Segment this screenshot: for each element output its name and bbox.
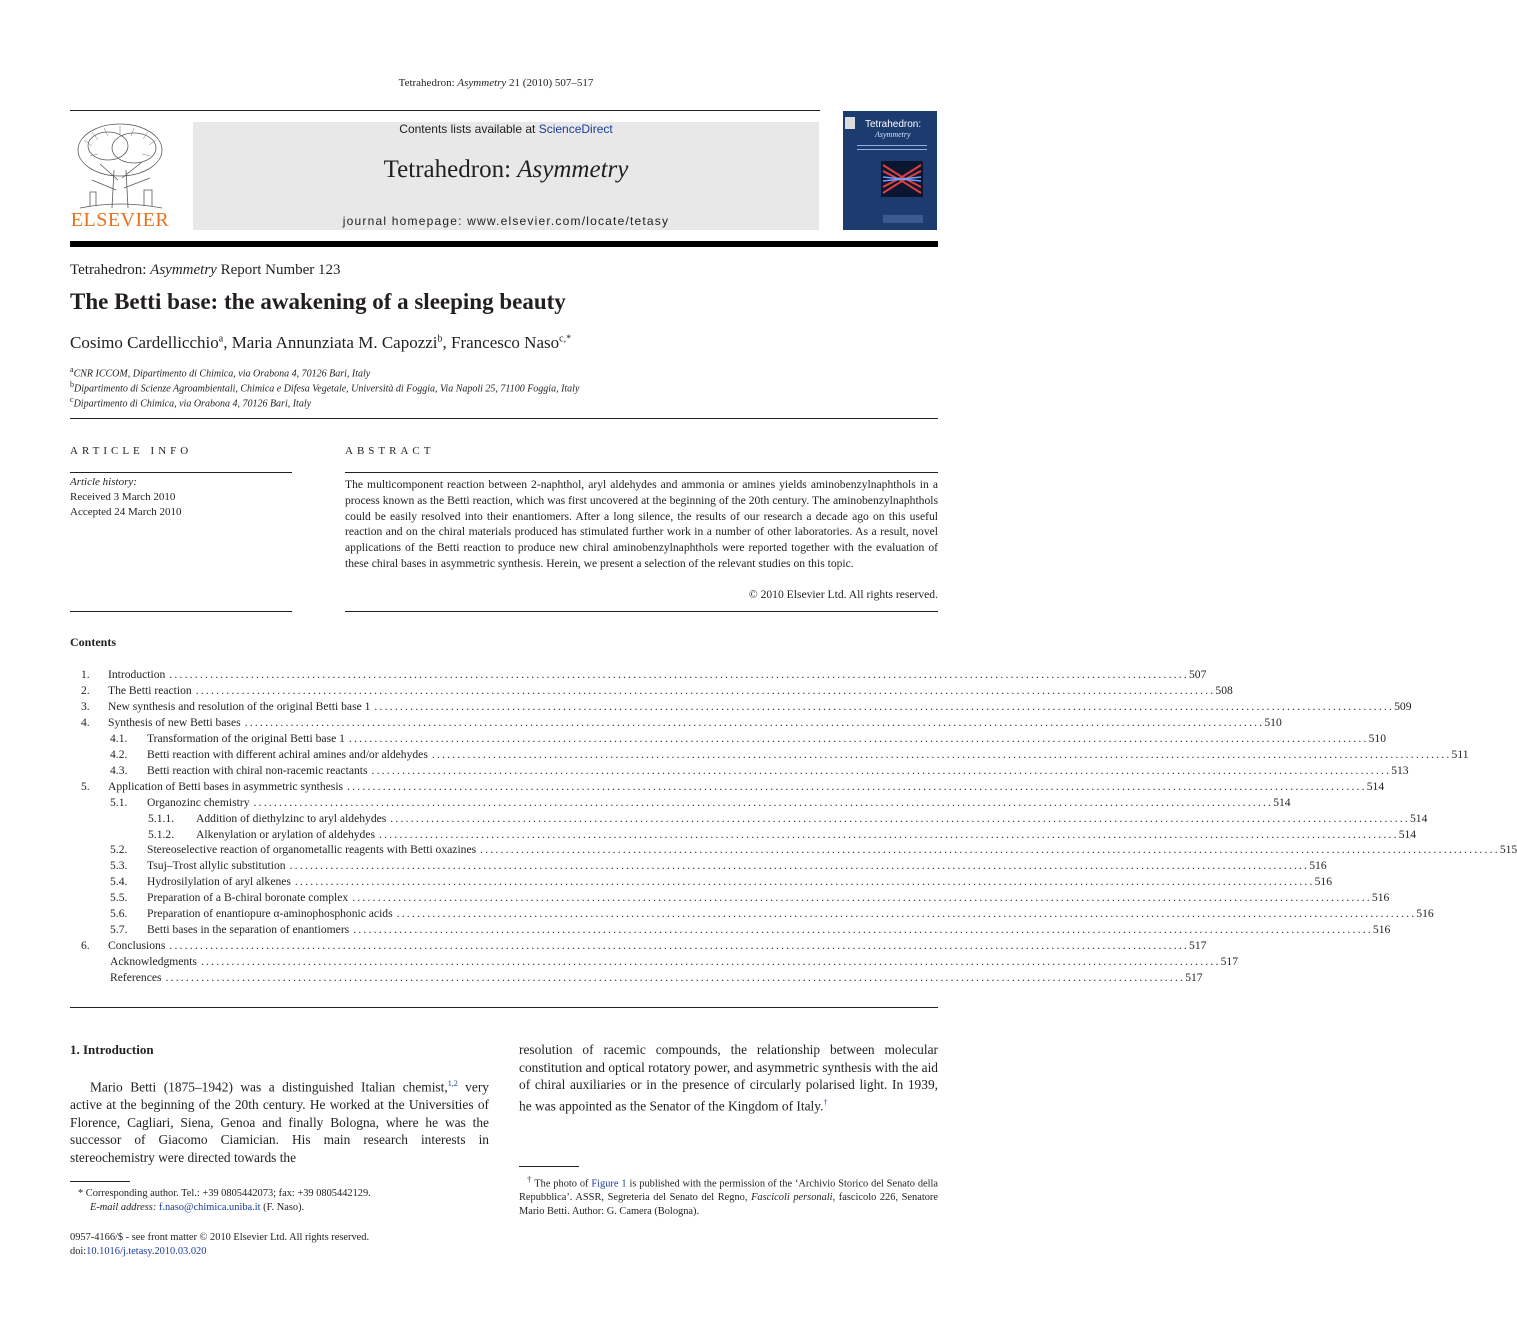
toc-title[interactable]: Preparation of enantiopure α-aminophosphonic acids	[147, 907, 393, 921]
abstract-text: The multicomponent reaction between 2-naphthol, aryl aldehydes and ammonia or amines yields aminobenzylnaphthols in a process known as the Betti reaction, which was first uncovered at the beginning of the 20th century. The aminobenzylnaphthols could be easily resolved into their enantiomers. After a long silence, the results of our research a decade ago on this useful reaction and on the chiral materials produced has stimulated further work in a number of other laboratories. As a result, novel applications of the Betti reaction to produce new chiral aminobenzylnaphthols were reported together with the evaluation of these chiral bases in asymmetric synthesis. Herein, we present a selection of the relevant studies on this topic.	[345, 478, 938, 570]
toc-page[interactable]: 514	[1409, 811, 1428, 825]
toc-entry[interactable]	[0, 779, 1385, 795]
toc-entry[interactable]	[0, 890, 1390, 906]
toc-entry[interactable]	[0, 874, 1332, 890]
toc-page[interactable]: 511	[1451, 747, 1469, 761]
toc-number: 5.1.	[110, 795, 128, 809]
toc-title[interactable]: Introduction	[108, 668, 166, 681]
journal-banner	[193, 122, 819, 230]
toc-title[interactable]: The Betti reaction	[108, 683, 192, 697]
toc-number: 5.6.	[110, 907, 128, 921]
toc-page[interactable]: 514	[1366, 779, 1385, 793]
toc-entry[interactable]	[0, 699, 1412, 715]
author-name[interactable]: Francesco Naso	[451, 333, 560, 352]
toc-entry[interactable]	[0, 811, 1428, 827]
received-date: Received 3 March 2010	[70, 491, 176, 503]
affiliation: $^a$CNR ICCOM, Dipartimento di Chimica, via Orabona 4, 70126 Bari, Italy	[70, 365, 371, 380]
toc-page[interactable]: 517	[1189, 939, 1207, 953]
toc-leader: ........................................................................................................................................................................................................	[253, 795, 1274, 809]
divider	[70, 1007, 938, 1008]
divider	[70, 611, 292, 612]
toc-entry[interactable]	[0, 683, 1233, 699]
author-list: Cosimo Cardellicchio$^a$, Maria Annunziata M. Capozzi$^b$, Francesco Naso$^{c,*}$	[70, 333, 572, 352]
toc-leader: ........................................................................................................................................................................................................	[374, 699, 1395, 713]
toc-page[interactable]: 516	[1371, 891, 1390, 905]
cover-graphic	[881, 161, 923, 197]
toc-title[interactable]: Betti bases in the separation of enantiomers	[147, 923, 350, 937]
toc-title[interactable]: Transformation of the original Betti base 1	[147, 731, 345, 745]
toc-entry[interactable]	[0, 842, 1517, 858]
reference-link[interactable]: 1,2	[447, 1079, 458, 1088]
toc-leader: ........................................................................................................................................................................................................	[169, 668, 1189, 681]
divider	[70, 472, 292, 473]
toc-page[interactable]: 509	[1394, 699, 1412, 713]
toc-number: 2.	[81, 683, 90, 697]
toc-leader: ........................................................................................................................................................................................................	[390, 811, 1410, 825]
toc-leader: ........................................................................................................................................................................................................	[289, 859, 1310, 873]
toc-page[interactable]: 513	[1391, 763, 1409, 777]
toc-number: 5.3.	[110, 859, 128, 873]
toc-leader: ........................................................................................................................................................................................................	[244, 715, 1265, 729]
issn-notice: 0957-4166/$ - see front matter © 2010 Elsevier Ltd. All rights reserved. doi:10.1016/j.tetasy.2010.03.020	[70, 1232, 370, 1257]
photo-footnote: † The photo of Figure 1 is published with the permission of the ‘Archivio Storico del Senato della Repubblica’. ASSR, Segreteria del Senato del Regno, Fascicoli personali, fascicolo 226, Senatore Mario Betti. Author: G. Camera (Bologna).	[519, 1174, 939, 1218]
toc-number: 5.5.	[110, 891, 128, 905]
article-info-heading: ARTICLE INFO	[70, 445, 193, 457]
toc-leader: ........................................................................................................................................................................................................	[165, 971, 1186, 985]
toc-entry[interactable]	[0, 763, 1409, 779]
toc-title[interactable]: Alkenylation or arylation of aldehydes	[196, 827, 376, 841]
toc-number: 5.7.	[110, 923, 128, 937]
toc-title[interactable]: Organozinc chemistry	[147, 795, 250, 809]
corresponding-author-footnote: * Corresponding author. Tel.: +39 0805442073; fax: +39 0805442129. E-mail address: f.naso@chimica.uniba.it (F. Naso).	[78, 1188, 371, 1213]
author-name[interactable]: Maria Annunziata M. Capozzi	[231, 333, 438, 352]
intro-paragraph: Mario Betti (1875–1942) was a distinguished Italian chemist,$^{1,2}$ very active at the beginning of the 20th century. He worked at the Universities of Florence, Cagliari, Siena, Genoa and finally Bologna, where he was the successor of Giacomo Ciamician. His main research interests in stereochemistry were directed towards the	[70, 1079, 489, 1165]
toc-page[interactable]: 510	[1368, 731, 1386, 745]
toc-page[interactable]: 517	[1220, 955, 1239, 969]
toc-number: 5.2.	[110, 843, 128, 857]
toc-entry[interactable]	[0, 731, 1386, 747]
toc-title[interactable]: Application of Betti bases in asymmetric synthesis	[108, 779, 344, 793]
doi-link[interactable]: 10.1016/j.tetasy.2010.03.020	[86, 1246, 207, 1257]
toc-leader: ........................................................................................................................................................................................................	[352, 891, 1372, 905]
toc-page[interactable]: 517	[1185, 971, 1203, 985]
toc-entry[interactable]	[0, 667, 1207, 683]
toc-leader: ........................................................................................................................................................................................................	[169, 939, 1190, 953]
divider	[70, 418, 938, 419]
toc-title[interactable]: Betti reaction with different achiral amines and/or aldehydes	[147, 747, 428, 761]
history-label: Article history:	[70, 476, 137, 488]
footnote-rule	[70, 1181, 130, 1182]
toc-leader: ........................................................................................................................................................................................................	[200, 955, 1221, 969]
running-head: Tetrahedron: Asymmetry 21 (2010) 507–517	[398, 77, 594, 89]
toc-leader: ........................................................................................................................................................................................................	[195, 683, 1216, 697]
header-thick-rule	[70, 241, 938, 247]
toc-title[interactable]: Hydrosilylation of aryl alkenes	[147, 875, 291, 889]
accepted-date: Accepted 24 March 2010	[70, 506, 182, 518]
toc-number: 5.	[81, 779, 90, 793]
toc-leader: ........................................................................................................................................................................................................	[353, 923, 1373, 937]
toc-page[interactable]: 516	[1314, 875, 1332, 889]
sciencedirect-link[interactable]: ScienceDirect	[538, 122, 613, 136]
intro-paragraph-continued: resolution of racemic compounds, the relationship between molecular constitution and optical rotatory power, and asymmetric synthesis with the aid of chiral auxiliaries or in the presence of circularly polarised light. In 1939, he was appointed as the Senator of the Kingdom of Italy.†	[519, 1042, 938, 1114]
toc-number: 4.1.	[110, 731, 128, 745]
toc-leader: ........................................................................................................................................................................................................	[348, 731, 1369, 745]
email-link[interactable]: f.naso@chimica.uniba.it	[158, 1202, 261, 1213]
toc-entry[interactable]	[0, 795, 1291, 811]
publisher-name: ELSEVIER	[70, 209, 170, 231]
toc-title[interactable]: Conclusions	[108, 939, 166, 953]
toc-page[interactable]: 510	[1264, 715, 1282, 729]
toc-entry[interactable]	[0, 970, 1203, 986]
author-affiliation-mark[interactable]: c,*	[559, 333, 572, 345]
toc-page[interactable]: 516	[1416, 907, 1434, 921]
footnote-link[interactable]: †	[823, 1097, 828, 1107]
toc-leader: ........................................................................................................................................................................................................	[431, 747, 1452, 761]
figure-link[interactable]: Figure 1	[591, 1178, 627, 1190]
toc-page[interactable]: 516	[1372, 923, 1391, 937]
section-heading-introduction: 1. Introduction	[70, 1042, 154, 1057]
journal-title: Tetrahedron: Asymmetry	[383, 156, 629, 183]
toc-title[interactable]: Betti reaction with chiral non-racemic reactants	[147, 763, 368, 777]
toc-leader: ........................................................................................................................................................................................................	[347, 779, 1367, 793]
author-affiliation-mark[interactable]: a	[218, 333, 224, 345]
contents-available: Contents lists available at ScienceDirect	[399, 122, 613, 136]
article-title: The Betti base: the awakening of a sleeping beauty	[70, 289, 566, 314]
article-history	[70, 475, 182, 520]
author-name[interactable]: Cosimo Cardellicchio	[70, 333, 219, 352]
toc-number: 4.	[81, 715, 90, 729]
cover-logo-icon	[845, 117, 855, 129]
toc-number: 5.1.2.	[148, 827, 175, 841]
toc-number: 3.	[81, 699, 90, 713]
toc-page[interactable]: 515	[1499, 843, 1517, 857]
toc-title[interactable]: Tsuj–Trost allylic substitution	[147, 859, 286, 873]
toc-title[interactable]: Synthesis of new Betti bases	[108, 715, 241, 729]
abstract-heading: ABSTRACT	[345, 445, 435, 457]
toc-number: 1.	[81, 668, 90, 681]
affiliation: $^b$Dipartimento di Scienze Agroambientali, Chimica e Difesa Vegetale, Università di Foggia, Via Napoli 25, 71100 Foggia, Italy	[70, 380, 580, 395]
toc-page[interactable]: 516	[1309, 859, 1327, 873]
toc-title[interactable]: Addition of diethylzinc to aryl aldehydes	[196, 811, 387, 825]
toc-title[interactable]: Preparation of a B-chiral boronate complex	[147, 891, 349, 905]
affiliation: $^c$Dipartimento di Chimica, via Orabona 4, 70126 Bari, Italy	[70, 395, 312, 410]
toc-number: 5.1.1.	[148, 811, 175, 825]
toc-entry[interactable]	[0, 922, 1391, 938]
toc-entry[interactable]	[0, 858, 1327, 874]
author-affiliation-mark[interactable]: b	[437, 333, 443, 345]
elsevier-logo[interactable]	[70, 120, 170, 232]
toc-title[interactable]: References	[110, 971, 162, 985]
toc-title[interactable]: New synthesis and resolution of the original Betti base 1	[108, 699, 371, 713]
toc-leader: ........................................................................................................................................................................................................	[480, 843, 1500, 857]
header-rule	[70, 110, 820, 111]
toc-page[interactable]: 508	[1215, 683, 1233, 697]
report-number: Tetrahedron: Asymmetry Report Number 123	[70, 262, 341, 278]
toc-leader: ........................................................................................................................................................................................................	[396, 907, 1417, 921]
toc-page[interactable]: 514	[1398, 827, 1417, 841]
divider	[345, 472, 938, 473]
toc-number: 4.2.	[110, 747, 128, 761]
toc-number: 6.	[81, 939, 90, 953]
toc-number: 5.4.	[110, 875, 128, 889]
journal-homepage[interactable]: journal homepage: www.elsevier.com/locate/tetasy	[342, 214, 670, 228]
contents-heading: Contents	[70, 635, 117, 649]
toc-leader: ........................................................................................................................................................................................................	[294, 875, 1315, 889]
copyright-notice: © 2010 Elsevier Ltd. All rights reserved.	[748, 588, 938, 601]
divider	[345, 611, 938, 612]
toc-title[interactable]: Acknowledgments	[110, 955, 197, 969]
toc-entry[interactable]	[0, 938, 1207, 954]
toc-leader: ........................................................................................................................................................................................................	[379, 827, 1399, 841]
cover-title: Tetrahedron:	[865, 119, 922, 130]
footnote-rule	[519, 1166, 579, 1167]
toc-entry[interactable]	[0, 715, 1282, 731]
toc-entry[interactable]	[0, 827, 1417, 843]
toc-entry[interactable]	[0, 954, 1239, 970]
toc-page[interactable]: 514	[1273, 795, 1291, 809]
toc-entry[interactable]	[0, 747, 1469, 763]
toc-page[interactable]: 507	[1189, 668, 1207, 681]
toc-entry[interactable]	[0, 906, 1434, 922]
toc-number: 4.3.	[110, 763, 128, 777]
toc-title[interactable]: Stereoselective reaction of organometallic reagents with Betti oxazines	[147, 843, 477, 857]
journal-cover[interactable]	[843, 111, 937, 230]
toc-leader: ........................................................................................................................................................................................................	[371, 763, 1392, 777]
cover-subtitle: Asymmetry	[875, 130, 911, 139]
